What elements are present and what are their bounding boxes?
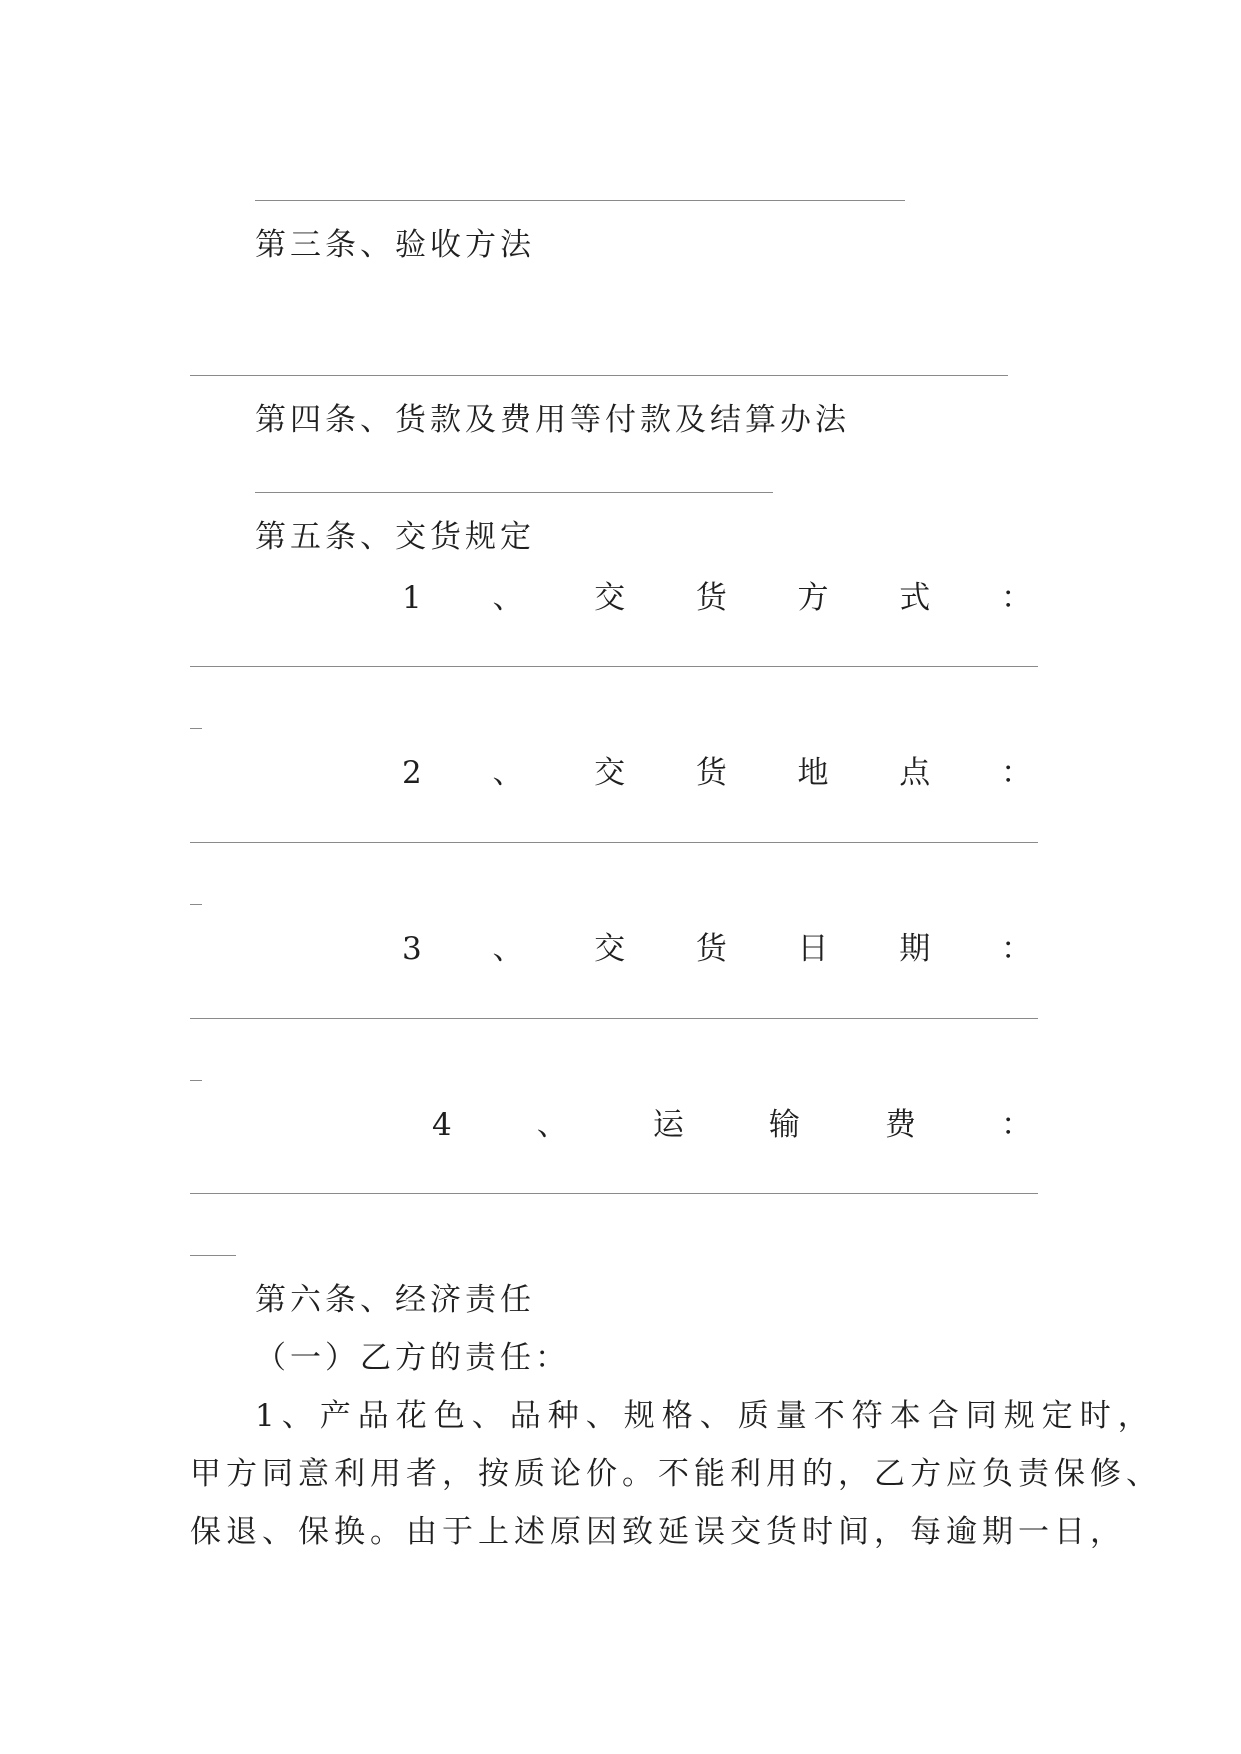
paragraph-line: 保退、保换。由于上述原因致延误交货时间，每逾期一日， <box>190 1514 1126 1550</box>
item-separator: 、 <box>492 580 524 616</box>
blank-line <box>190 666 1038 667</box>
delivery-item-2 <box>402 753 1032 793</box>
blank-line <box>190 1255 236 1256</box>
blank-line <box>255 492 773 493</box>
item-number: 4 <box>432 1107 452 1143</box>
item-number: 3 <box>402 931 422 967</box>
delivery-item-1 <box>402 578 1032 618</box>
blank-line <box>190 375 1008 376</box>
blank-line <box>190 1080 202 1081</box>
blank-line <box>190 728 202 729</box>
blank-line <box>255 200 905 201</box>
section-5-heading: 第五条、交货规定 <box>255 519 535 555</box>
item-colon: ： <box>1000 580 1032 616</box>
item-char: 输 <box>768 1107 800 1143</box>
item-char: 运 <box>652 1107 684 1143</box>
item-char: 期 <box>899 931 931 967</box>
item-number: 2 <box>402 755 422 791</box>
delivery-item-4 <box>432 1105 1032 1145</box>
section-4-heading: 第四条、货款及费用等付款及结算办法 <box>255 402 850 438</box>
blank-line <box>190 904 202 905</box>
item-char: 费 <box>884 1107 916 1143</box>
responsibility-heading: （一）乙方的责任： <box>255 1340 570 1376</box>
item-char: 交 <box>594 931 626 967</box>
section-6-heading: 第六条、经济责任 <box>255 1282 535 1318</box>
item-char: 日 <box>797 931 829 967</box>
item-number: 1 <box>402 580 422 616</box>
item-separator: 、 <box>492 755 524 791</box>
blank-line <box>190 1018 1038 1019</box>
paragraph-line: 甲方同意利用者，按质论价。不能利用的，乙方应负责保修、 <box>190 1456 1162 1492</box>
item-char: 地 <box>797 755 829 791</box>
item-colon: ： <box>1000 1107 1032 1143</box>
blank-line <box>190 1193 1038 1194</box>
item-char: 货 <box>695 755 727 791</box>
item-char: 交 <box>594 580 626 616</box>
item-char: 货 <box>695 580 727 616</box>
item-char: 点 <box>899 755 931 791</box>
item-char: 方 <box>797 580 829 616</box>
item-char: 式 <box>899 580 931 616</box>
item-separator: 、 <box>536 1107 568 1143</box>
blank-line <box>190 842 1038 843</box>
section-3-heading: 第三条、验收方法 <box>255 227 535 263</box>
item-separator: 、 <box>492 931 524 967</box>
item-colon: ： <box>1000 755 1032 791</box>
item-char: 货 <box>695 931 727 967</box>
paragraph-line: 1、产品花色、品种、规格、质量不符本合同规定时， <box>255 1398 1156 1434</box>
item-char: 交 <box>594 755 626 791</box>
item-colon: ： <box>1000 931 1032 967</box>
delivery-item-3 <box>402 929 1032 969</box>
